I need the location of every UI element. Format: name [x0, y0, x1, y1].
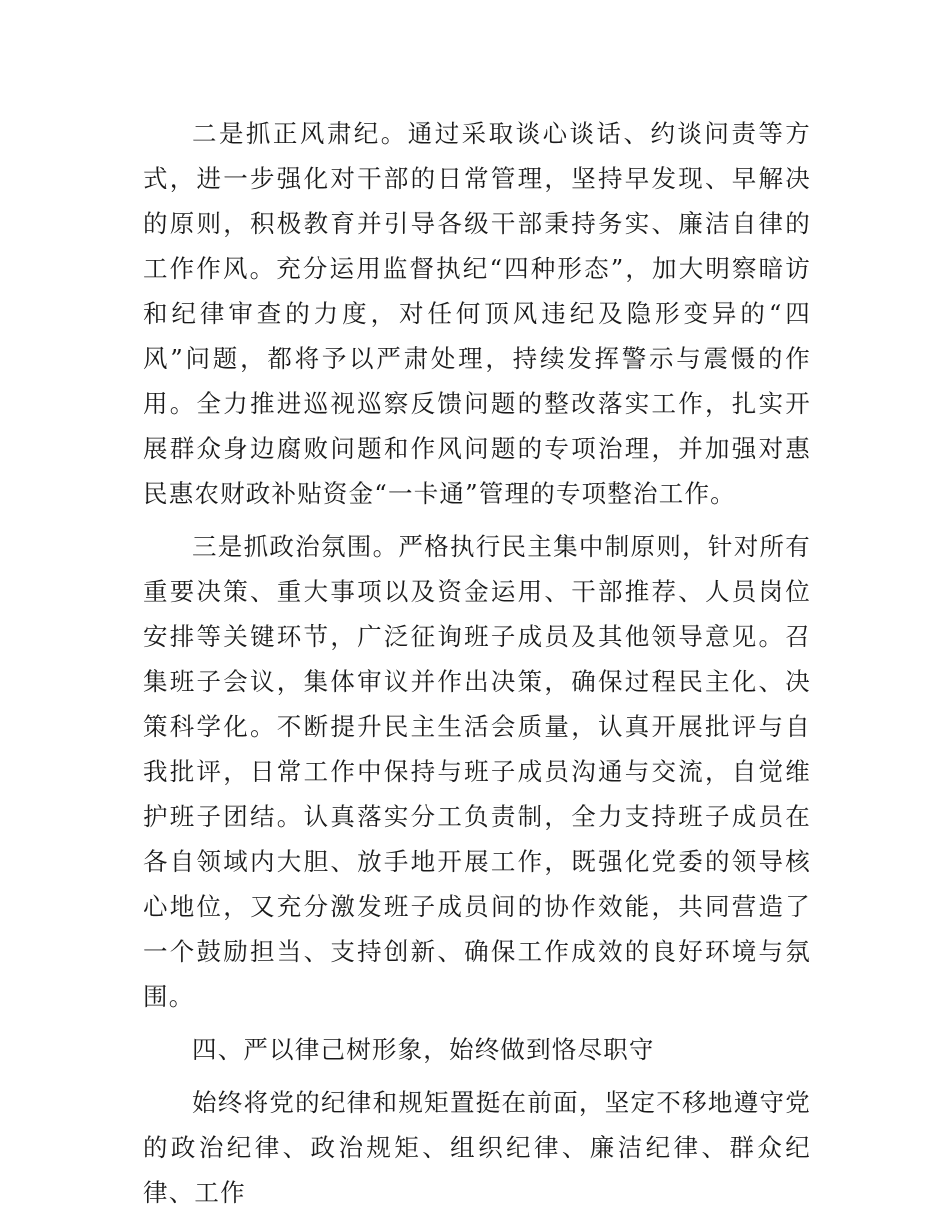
paragraph-party-discipline: 始终将党的纪律和规矩置挺在前面，坚定不移地遵守党的政治纪律、政治规矩、组织纪律、廉洁纪律、群众纪律、工作 — [143, 1088, 811, 1207]
paragraph-political-atmosphere: 三是抓政治氛围。严格执行民主集中制原则，针对所有重要决策、重大事项以及资金运用、干部推荐、人员岗位安排等关键环节，广泛征询班子成员及其他领导意见。召集班子会议，集体审议并作出决策，确保过程民主化、决策科学化。不断提升民主生活会质量，认真开展批评与自我批评，日常工作中保持与班子成员沟通与交流，自觉维护班子团结。认真落实分工负责制，全力支持班子成员在各自领域内大胆、放手地开展工作，既强化党委的领导核心地位，又充分激发班子成员间的协作效能，共同营造了一个鼓励担当、支持创新、确保工作成效的良好环境与氛围。 — [143, 532, 811, 1011]
paragraph-discipline: 二是抓正风肃纪。通过采取谈心谈话、约谈问责等方式，进一步强化对干部的日常管理，坚持早发现、早解决的原则，积极教育并引导各级干部秉持务实、廉洁自律的工作作风。充分运用监督执纪“四种形态”，加大明察暗访和纪律审查的力度，对任何顶风违纪及隐形变异的“四风”问题，都将予以严肃处理，持续发挥警示与震慑的作用。全力推进巡视巡察反馈问题的整改落实工作，扎实开展群众身边腐败问题和作风问题的专项治理，并加强对惠民惠农财政补贴资金“一卡通”管理的专项整治工作。 — [143, 119, 811, 508]
document-body — [143, 111, 811, 1223]
section-heading: 四、严以律己树形象，始终做到恪尽职守 — [192, 1035, 655, 1064]
